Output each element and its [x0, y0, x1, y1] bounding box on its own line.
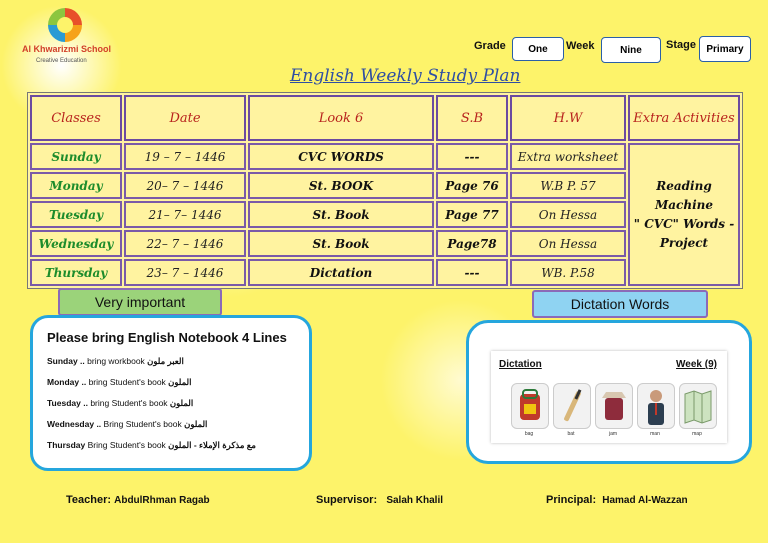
- teacher-signature: [66, 494, 210, 506]
- word-label: jam: [608, 431, 618, 437]
- line-arabic: مع مذكرة الإملاء - الملون: [168, 440, 256, 450]
- important-notes-box: [30, 315, 312, 471]
- week-value: Nine: [601, 37, 661, 63]
- header-date: Date: [124, 95, 246, 141]
- line-day: Sunday ..: [47, 356, 85, 366]
- important-line: [47, 419, 207, 430]
- dictation-words-label: Dictation Words: [532, 290, 708, 318]
- row-sb: ---: [436, 259, 508, 286]
- page-title: English Weekly Study Plan: [290, 66, 521, 86]
- table-row: [30, 143, 740, 170]
- line-text: Bring Student's book: [101, 419, 185, 429]
- row-day: Wednesday: [30, 230, 122, 257]
- man-picture: [637, 383, 675, 429]
- word-label: bat: [567, 431, 575, 437]
- supervisor-label: Supervisor:: [316, 494, 378, 506]
- teacher-label: Teacher:: [66, 494, 112, 506]
- dictation-card: [491, 351, 727, 443]
- important-line: [47, 356, 184, 367]
- extra-line: Machine: [654, 197, 713, 212]
- row-look: CVC WORDS: [248, 143, 434, 170]
- week-label: Week: [566, 40, 595, 52]
- line-day: Thursday: [47, 440, 86, 450]
- header-extra: Extra Activities: [628, 95, 740, 141]
- important-line: [47, 440, 256, 451]
- principal-name: Hamad Al-Wazzan: [602, 495, 688, 506]
- row-sb: ---: [436, 143, 508, 170]
- row-date: 22– 7 – 1446: [124, 230, 246, 257]
- line-day: Tuesday ..: [47, 398, 88, 408]
- row-date: 23– 7 – 1446: [124, 259, 246, 286]
- grade-value: One: [512, 37, 564, 61]
- extra-activities-cell: [628, 143, 740, 286]
- school-logo: [22, 8, 114, 72]
- row-date: 20– 7 – 1446: [124, 172, 246, 199]
- line-arabic: الملون: [169, 398, 194, 408]
- line-arabic: الملون: [184, 419, 208, 429]
- bag-picture: [511, 383, 549, 429]
- dictation-card-week: Week (9): [676, 359, 717, 370]
- supervisor-name: Salah Khalil: [386, 495, 443, 506]
- extra-line: " CVC" Words -: [633, 216, 735, 231]
- row-hw: On Hessa: [510, 230, 626, 257]
- dictation-box: [466, 320, 752, 464]
- extra-line: Project: [659, 235, 709, 250]
- table-header-row: [30, 95, 740, 141]
- row-sb: Page 77: [436, 201, 508, 228]
- row-look: Dictation: [248, 259, 434, 286]
- row-date: 19 – 7 – 1446: [124, 143, 246, 170]
- header-classes: Classes: [30, 95, 122, 141]
- extra-line: Reading: [656, 178, 712, 193]
- map-picture: [679, 383, 717, 429]
- row-look: St. BOOK: [248, 172, 434, 199]
- bat-picture: [553, 383, 591, 429]
- teacher-name: AbdulRhman Ragab: [114, 495, 210, 506]
- very-important-label: Very important: [58, 288, 222, 316]
- row-day: Monday: [30, 172, 122, 199]
- important-title: Please bring English Notebook 4 Lines: [47, 330, 287, 345]
- row-day: Thursday: [30, 259, 122, 286]
- logo-subtitle: Creative Education: [36, 58, 87, 64]
- row-look: St. Book: [248, 230, 434, 257]
- row-hw: On Hessa: [510, 201, 626, 228]
- line-day: Wednesday ..: [47, 419, 102, 429]
- header-hw: H.W: [510, 95, 626, 141]
- line-text: bring Student's book: [86, 377, 169, 387]
- principal-label: Principal:: [546, 494, 597, 506]
- row-day: Tuesday: [30, 201, 122, 228]
- grade-label: Grade: [474, 40, 506, 52]
- dictation-card-title: Dictation: [499, 359, 542, 370]
- principal-signature: [546, 494, 688, 506]
- line-arabic: العبر ملون: [147, 356, 184, 366]
- stage-label: Stage: [666, 39, 696, 51]
- row-hw: Extra worksheet: [510, 143, 626, 170]
- line-text: bring workbook: [84, 356, 148, 366]
- important-line: [47, 377, 192, 388]
- row-sb: Page 76: [436, 172, 508, 199]
- study-plan-table: [27, 92, 743, 289]
- header-look: Look 6: [248, 95, 434, 141]
- important-line: [47, 398, 193, 409]
- stage-value: Primary: [699, 36, 751, 62]
- row-look: St. Book: [248, 201, 434, 228]
- line-text: bring Student's book: [87, 398, 170, 408]
- word-label: map: [692, 431, 702, 437]
- logo-name: Al Khwarizmi School: [22, 44, 112, 54]
- row-sb: Page78: [436, 230, 508, 257]
- supervisor-signature: [316, 494, 443, 506]
- word-label: man: [650, 431, 660, 437]
- row-day: Sunday: [30, 143, 122, 170]
- row-hw: W.B P. 57: [510, 172, 626, 199]
- header-sb: S.B: [436, 95, 508, 141]
- word-label: bag: [524, 431, 534, 437]
- row-date: 21– 7– 1446: [124, 201, 246, 228]
- line-text: Bring Student's book: [85, 440, 169, 450]
- row-hw: WB. P.58: [510, 259, 626, 286]
- line-arabic: الملون: [168, 377, 192, 387]
- line-day: Monday ..: [47, 377, 87, 387]
- jam-picture: [595, 383, 633, 429]
- logo-mark-icon: [48, 8, 82, 42]
